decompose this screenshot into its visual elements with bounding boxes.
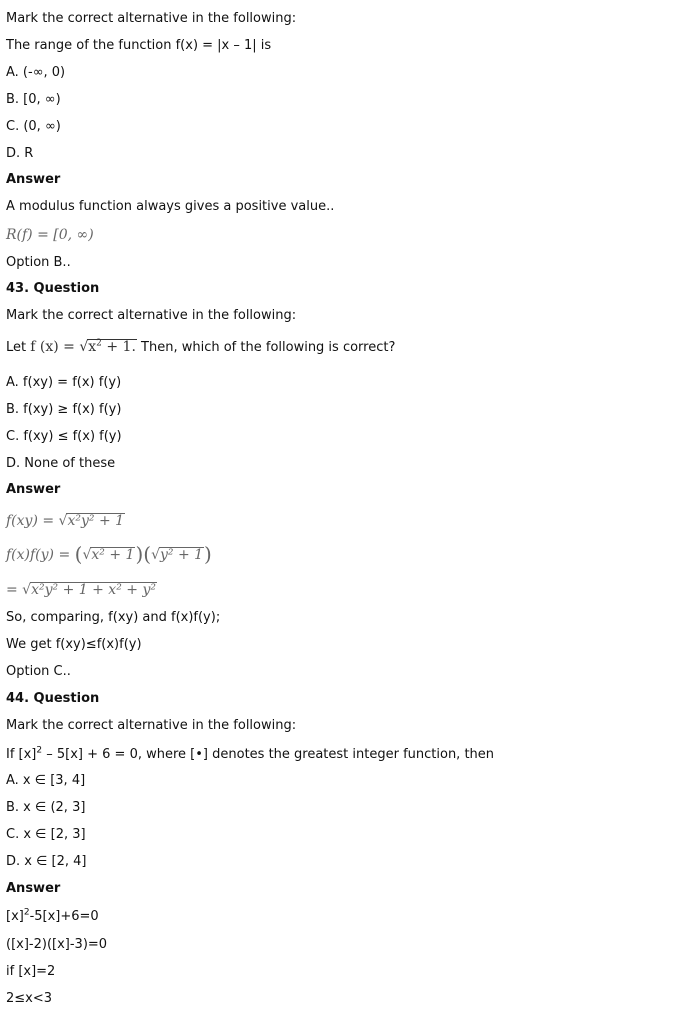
q43-question xyxy=(6,339,395,356)
q44-step3: if [x]=2 xyxy=(6,964,56,979)
q44-option-b: B. x ∈ (2, 3] xyxy=(6,800,86,815)
q44-prompt: Mark the correct alternative in the following: xyxy=(6,718,297,733)
q43-option-a: A. f(xy) = f(x) f(y) xyxy=(6,375,122,390)
q43-compare: So, comparing, f(xy) and f(x)f(y); xyxy=(6,610,221,625)
q43-conclusion: Option C.. xyxy=(6,664,71,679)
q43-math-line1: f(xy) = √x²y² + 1 xyxy=(6,513,125,529)
q42-option-c: C. (0, ∞) xyxy=(6,119,61,134)
q43-math-line2: f(x)f(y) = (√x² + 1)(√y² + 1) xyxy=(6,542,212,566)
q43-answer-heading: Answer xyxy=(6,482,61,497)
q43-math-line2-lhs: f(x)f(y) = xyxy=(6,547,71,563)
q43-option-d: D. None of these xyxy=(6,456,116,471)
q42-conclusion: Option B.. xyxy=(6,255,71,270)
q43-option-b: B. f(xy) ≥ f(x) f(y) xyxy=(6,402,122,417)
q43-prompt: Mark the correct alternative in the following: xyxy=(6,308,297,323)
q43-question-tail: Then, which of the following is correct? xyxy=(141,340,396,355)
q43-let-word: Let xyxy=(6,340,27,355)
q44-option-d: D. x ∈ [2, 4] xyxy=(6,854,87,869)
q42-option-b: B. [0, ∞) xyxy=(6,92,61,107)
q44-answer-heading: Answer xyxy=(6,881,61,896)
q43-math-line1-lhs: f(xy) = xyxy=(6,513,55,529)
q43-heading: 43. Question xyxy=(6,281,100,296)
q44-question-exp: 2 xyxy=(36,745,43,756)
q43-math-line3-lhs: = xyxy=(6,582,18,598)
q43-def-rad-tail: + 1. xyxy=(106,339,136,355)
q43-option-c: C. f(xy) ≤ f(x) f(y) xyxy=(6,429,122,444)
q42-prompt: Mark the correct alternative in the following: xyxy=(6,11,297,26)
q44-step1-exp: 2 xyxy=(23,907,30,918)
q44-step1-b: -5[x]+6=0 xyxy=(29,909,99,924)
q43-def-lhs: f (x) = xyxy=(30,339,75,355)
q43-math-line2-rad-a: x² + 1 xyxy=(91,547,135,563)
q44-heading: 44. Question xyxy=(6,691,100,706)
q43-math-line1-rad: x²y² + 1 xyxy=(67,513,125,529)
q43-math-line3-rad: x²y² + 1 + x² + y² xyxy=(31,582,156,598)
q42-question: The range of the function f(x) = |x – 1| is xyxy=(6,38,272,53)
q42-option-d: D. R xyxy=(6,146,34,161)
q43-math-line3: = √x²y² + 1 + x² + y² xyxy=(6,582,156,598)
q44-step4: 2≤x<3 xyxy=(6,991,53,1006)
q42-math-result: R(f) = [0, ∞) xyxy=(6,227,94,243)
q44-step1-a: [x] xyxy=(6,909,24,924)
q42-explanation: A modulus function always gives a positive value.. xyxy=(6,199,335,214)
q43-math-line2-rad-b: y² + 1 xyxy=(159,547,204,563)
q44-step1 xyxy=(6,909,99,925)
q43-get: We get f(xy)≤f(x)f(y) xyxy=(6,637,142,652)
q44-option-a: A. x ∈ [3, 4] xyxy=(6,773,86,788)
q44-step2: ([x]-2)([x]-3)=0 xyxy=(6,937,108,952)
q44-question-b: – 5[x] + 6 = 0, where [•] denotes the greatest integer function, then xyxy=(42,747,495,762)
q43-definition: f $(x) = √x^2 + 1$. xyxy=(30,338,136,355)
q44-option-c: C. x ∈ [2, 3] xyxy=(6,827,86,842)
q44-question xyxy=(6,747,494,763)
q42-option-a: A. (-∞, 0) xyxy=(6,65,66,80)
q44-question-a: If [x] xyxy=(6,747,37,762)
q43-def-rad: x xyxy=(88,339,97,355)
q42-answer-heading: Answer xyxy=(6,172,61,187)
